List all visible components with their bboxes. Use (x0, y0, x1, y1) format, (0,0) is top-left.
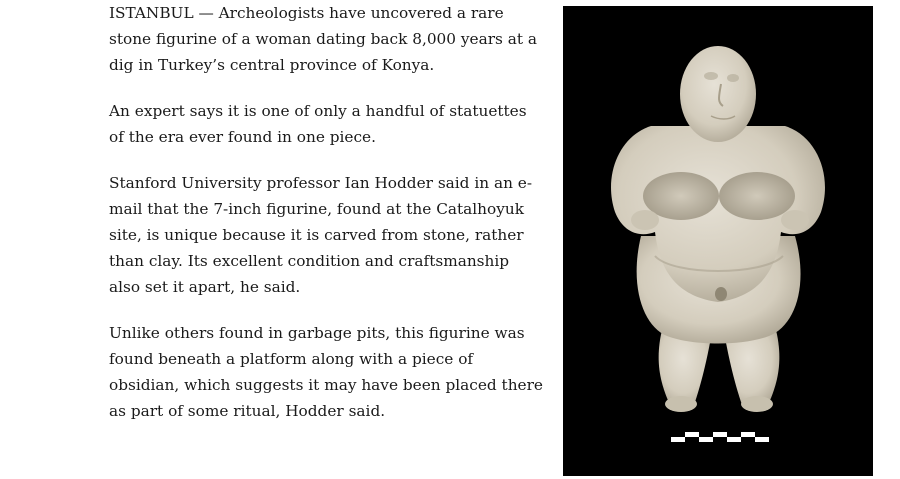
figurine-navel (715, 287, 727, 301)
article-paragraph-3: Stanford University professor Ian Hodder said in an e-mail that the 7-inch figurine, found at the Catalhoyuk site, is unique because it is carved from stone, rather than clay. Its excellent condition and craftsmanship also set it apart, he said. (109, 174, 533, 296)
article-paragraph-2: An expert says it is one of only a handful of statuettes of the era ever found in one piece. (109, 102, 527, 146)
figurine-hand-right (781, 210, 809, 230)
figurine-hand-left (631, 210, 659, 230)
figurine-breast-right (719, 172, 795, 220)
scale-bar (671, 432, 769, 442)
article-paragraph-1: ISTANBUL — Archeologists have uncovered a rare stone figurine of a woman dating back 8,000 years at a dig in Turkey’s central province of Konya. (109, 4, 537, 74)
figurine-illustration (563, 6, 873, 476)
figurine-head (680, 46, 756, 142)
figurine-photo (563, 6, 873, 476)
article-body (109, 0, 544, 444)
article-paragraph-4: Unlike others found in garbage pits, this figurine was found beneath a platform along with a piece of obsidian, which suggests it may have been placed there as part of some ritual, Hodder said. (109, 324, 543, 420)
